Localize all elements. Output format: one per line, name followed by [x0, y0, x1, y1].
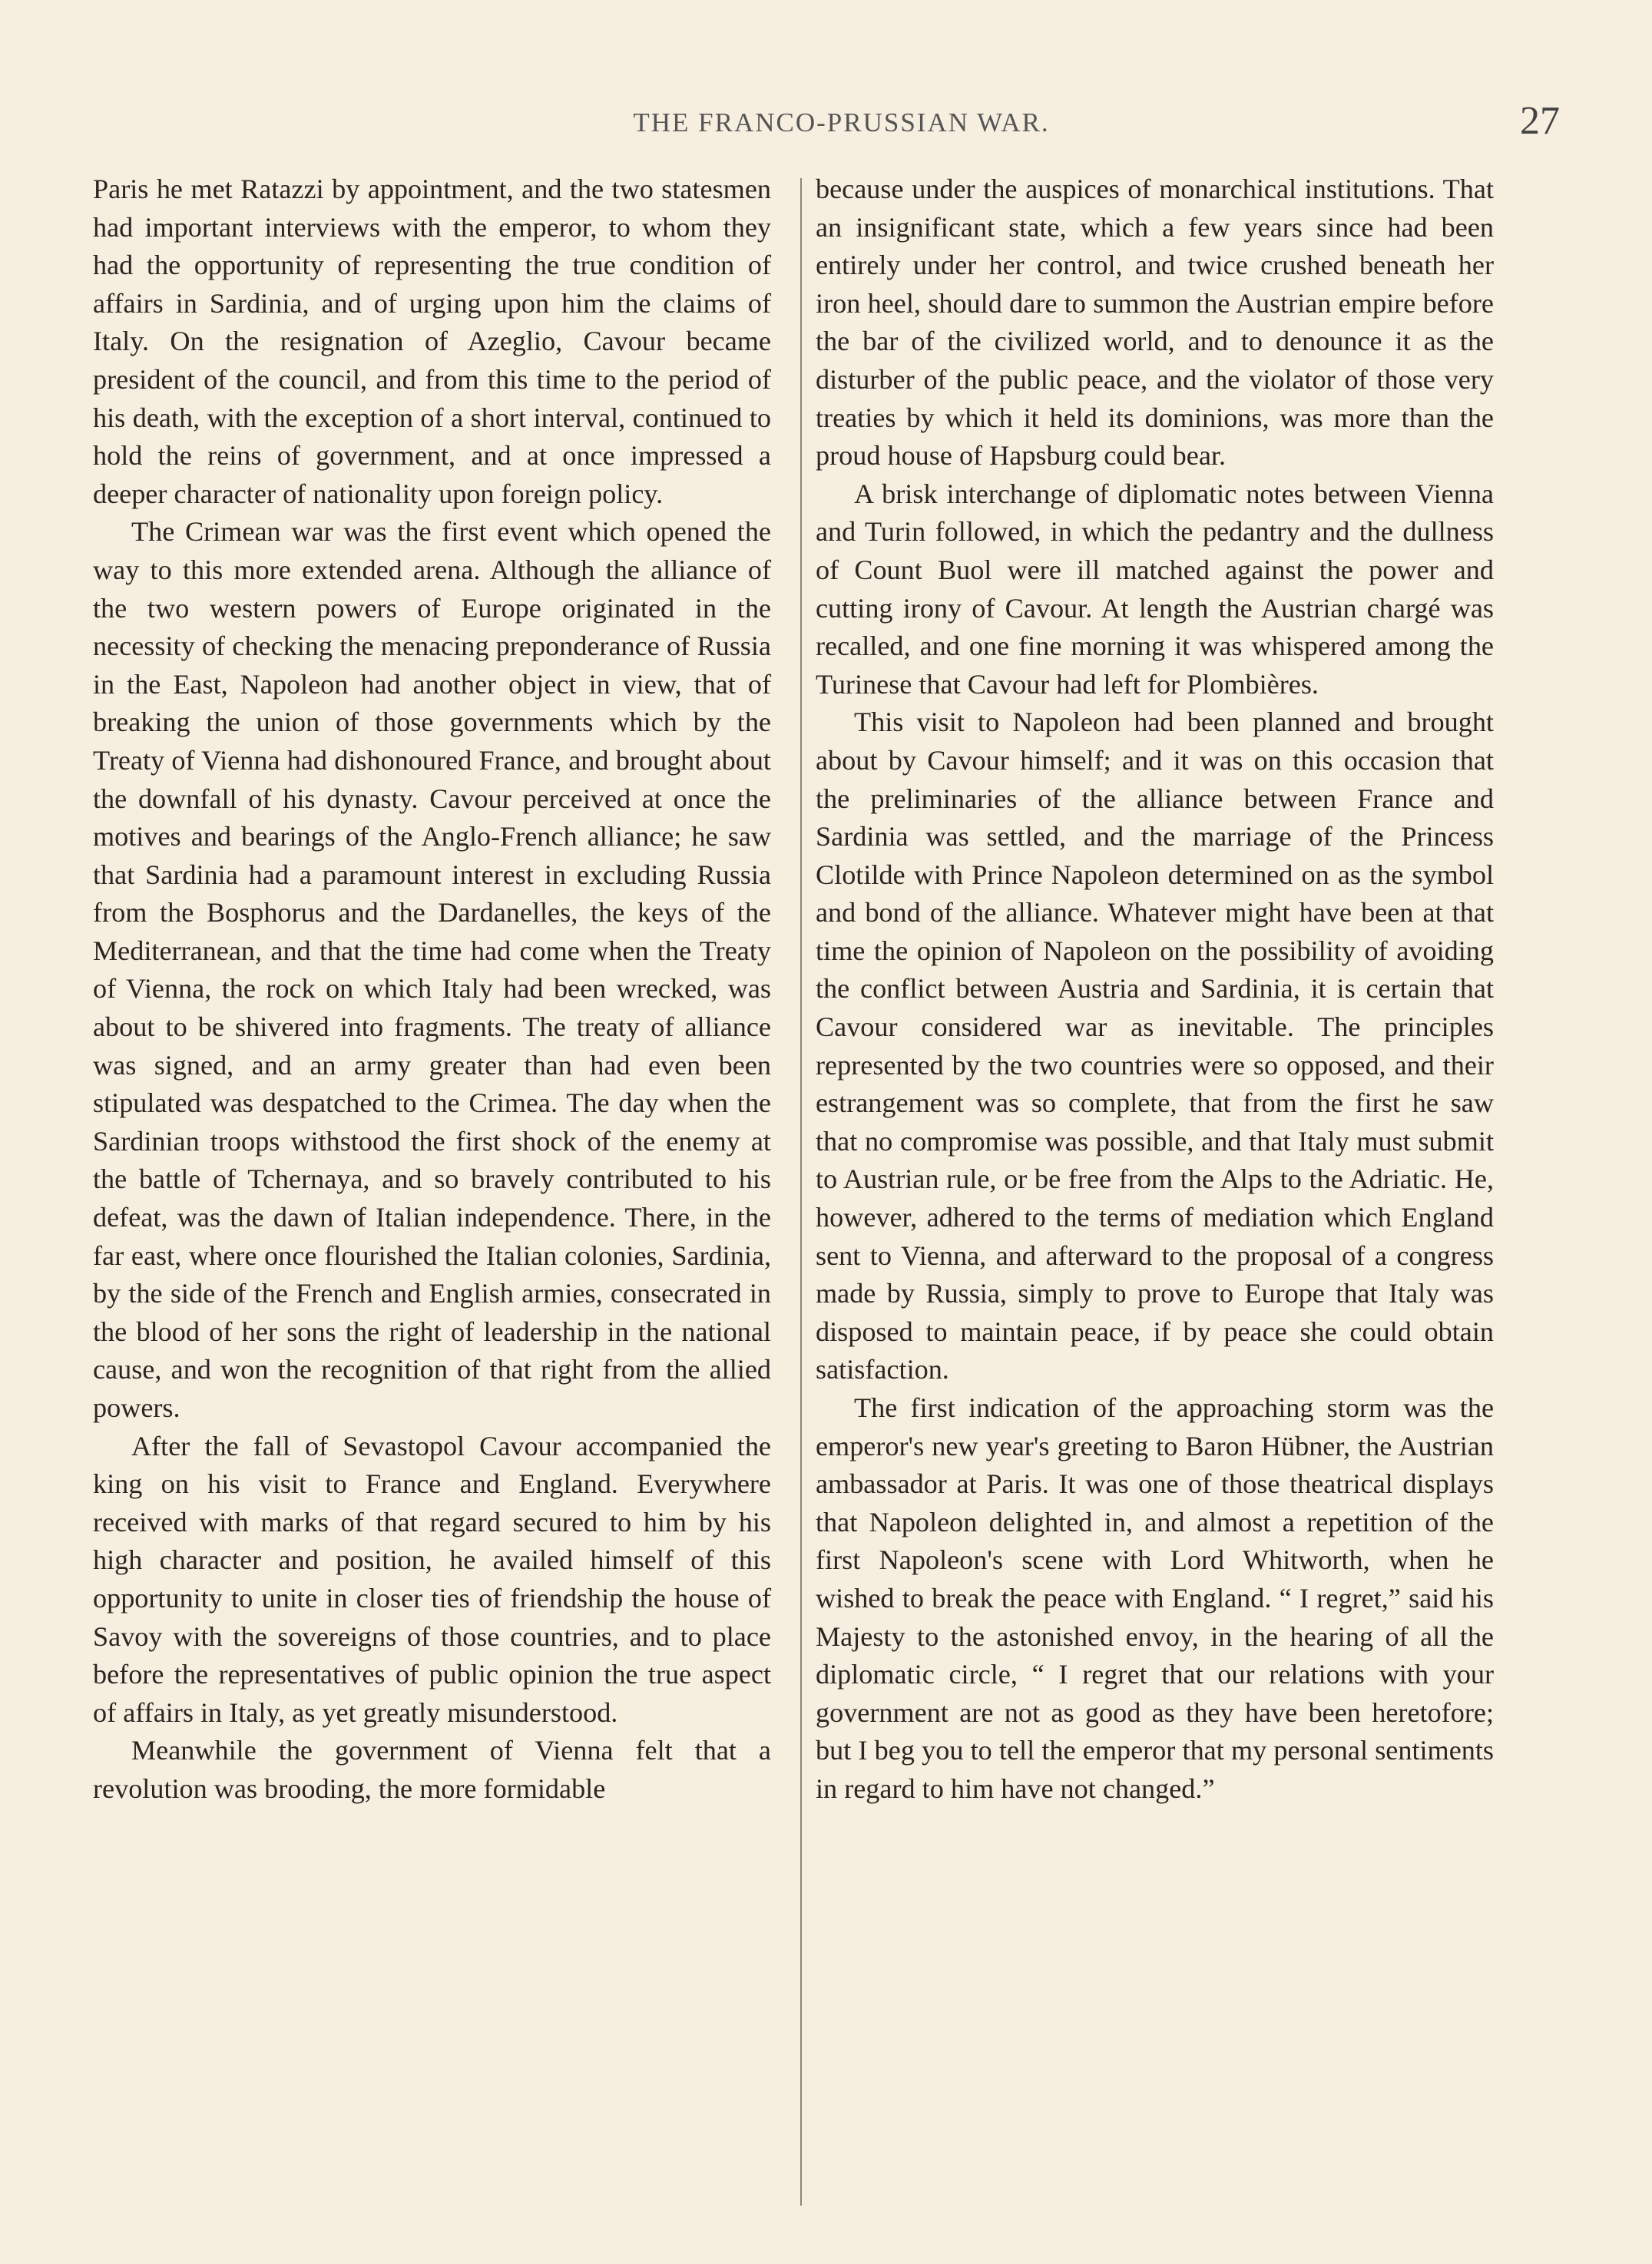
paragraph: A brisk interchange of diplomatic notes between Vienna and Turin followed, in which the pedantry and the dullness of Count Buol were ill matched against the power and cutting irony of Cavour. At length the Austrian chargé was recalled, and one fine morning it was whispered among the Turinese that Cavour had left for Plombières. [816, 478, 1494, 700]
page-number: 27 [1520, 99, 1560, 143]
running-title: THE FRANCO-PRUSSIAN WAR. [633, 108, 1050, 137]
paragraph: Meanwhile the government of Vienna felt that a revolution was brooding, the more formidable [93, 1735, 771, 1804]
column-divider [800, 178, 802, 2206]
paragraph: This visit to Napoleon had been planned and brought about by Cavour himself; and it was on this occasion that the preliminaries of the alliance between France and Sardinia was settled, and the marriage of the Princess Clotilde with Prince Napoleon determined on as the symbol and bond of the alliance. Whatever might have been at that time the opinion of Napoleon on the possibility of avoiding the conflict between Austria and Sardinia, it is certain that Cavour considered war as inevitable. The principles represented by the two countries were so opposed, and their estrangement was so complete, that from the first he saw that no compromise was possible, and that Italy must submit to Austrian rule, or be free from the Alps to the Adriatic. He, however, adhered to the terms of mediation which England sent to Vienna, and afterward to the proposal of a congress made by Russia, simply to prove to Europe that Italy was disposed to maintain peace, if by peace she could obtain satisfaction. [816, 707, 1494, 1385]
page-header [123, 99, 1560, 154]
left-column [93, 170, 771, 1809]
paragraph: The Crimean war was the first event which opened the way to this more extended arena. Although the alliance of the two western powers of Europe originated in the necessity of checking the menacing preponderance of Russia in the East, Napoleon had another object in view, that of breaking the union of those governments which by the Treaty of Vienna had dishonoured France, and brought about the downfall of his dynasty. Cavour perceived at once the motives and bearings of the Anglo-French alliance; he saw that Sardinia had a paramount interest in excluding Russia from the Bosphorus and the Dardanelles, the keys of the Mediterranean, and that the time had come when the Treaty of Vienna, the rock on which Italy had been wrecked, was about to be shivered into fragments. The treaty of alliance was signed, and an army greater than had even been stipulated was despatched to the Crimea. The day when the Sardinian troops withstood the first shock of the enemy at the battle of Tchernaya, and so bravely contributed to his defeat, was the dawn of Italian independence. There, in the far east, where once flourished the Italian colonies, Sardinia, by the side of the French and English armies, consecrated in the blood of her sons the right of leadership in the national cause, and won the recognition of that right from the allied powers. [93, 516, 771, 1423]
right-column [816, 170, 1494, 1809]
paragraph: Paris he met Ratazzi by appointment, and the two statesmen had important interviews with the emperor, to whom they had the opportunity of representing the true condition of affairs in Sardinia, and of urging upon him the claims of Italy. On the resignation of Azeglio, Cavour became president of the council, and from this time to the period of his death, with the exception of a short interval, continued to hold the reins of government, and at once impressed a deeper character of nationality upon foreign policy. [93, 174, 771, 509]
paragraph: because under the auspices of monarchical institutions. That an insignificant state, which a few years since had been entirely under her control, and twice crushed beneath her iron heel, should dare to summon the Austrian empire before the bar of the civilized world, and to denounce it as the disturber of the public peace, and the violator of those very treaties by which it held its dominions, was more than the proud house of Hapsburg could bear. [816, 174, 1494, 472]
paragraph: After the fall of Sevastopol Cavour accompanied the king on his visit to France and England. Everywhere received with marks of that regard secured to him by his high character and position, he availed himself of this opportunity to unite in closer ties of friendship the house of Savoy with the sovereigns of those countries, and to place before the representatives of public opinion the true aspect of affairs in Italy, as yet greatly misunderstood. [93, 1430, 771, 1728]
paragraph: The first indication of the approaching storm was the emperor's new year's greeting to Baron Hübner, the Austrian ambassador at Paris. It was one of those theatrical displays that Napoleon delighted in, and almost a repetition of the first Napoleon's scene with Lord Whitworth, when he wished to break the peace with England. “ I regret,” said his Majesty to the astonished envoy, in the hearing of all the diplomatic circle, “ I regret that our relations with your government are not as good as they have been heretofore; but I beg you to tell the emperor that my personal sentiments in regard to him have not changed.” [816, 1392, 1494, 1804]
